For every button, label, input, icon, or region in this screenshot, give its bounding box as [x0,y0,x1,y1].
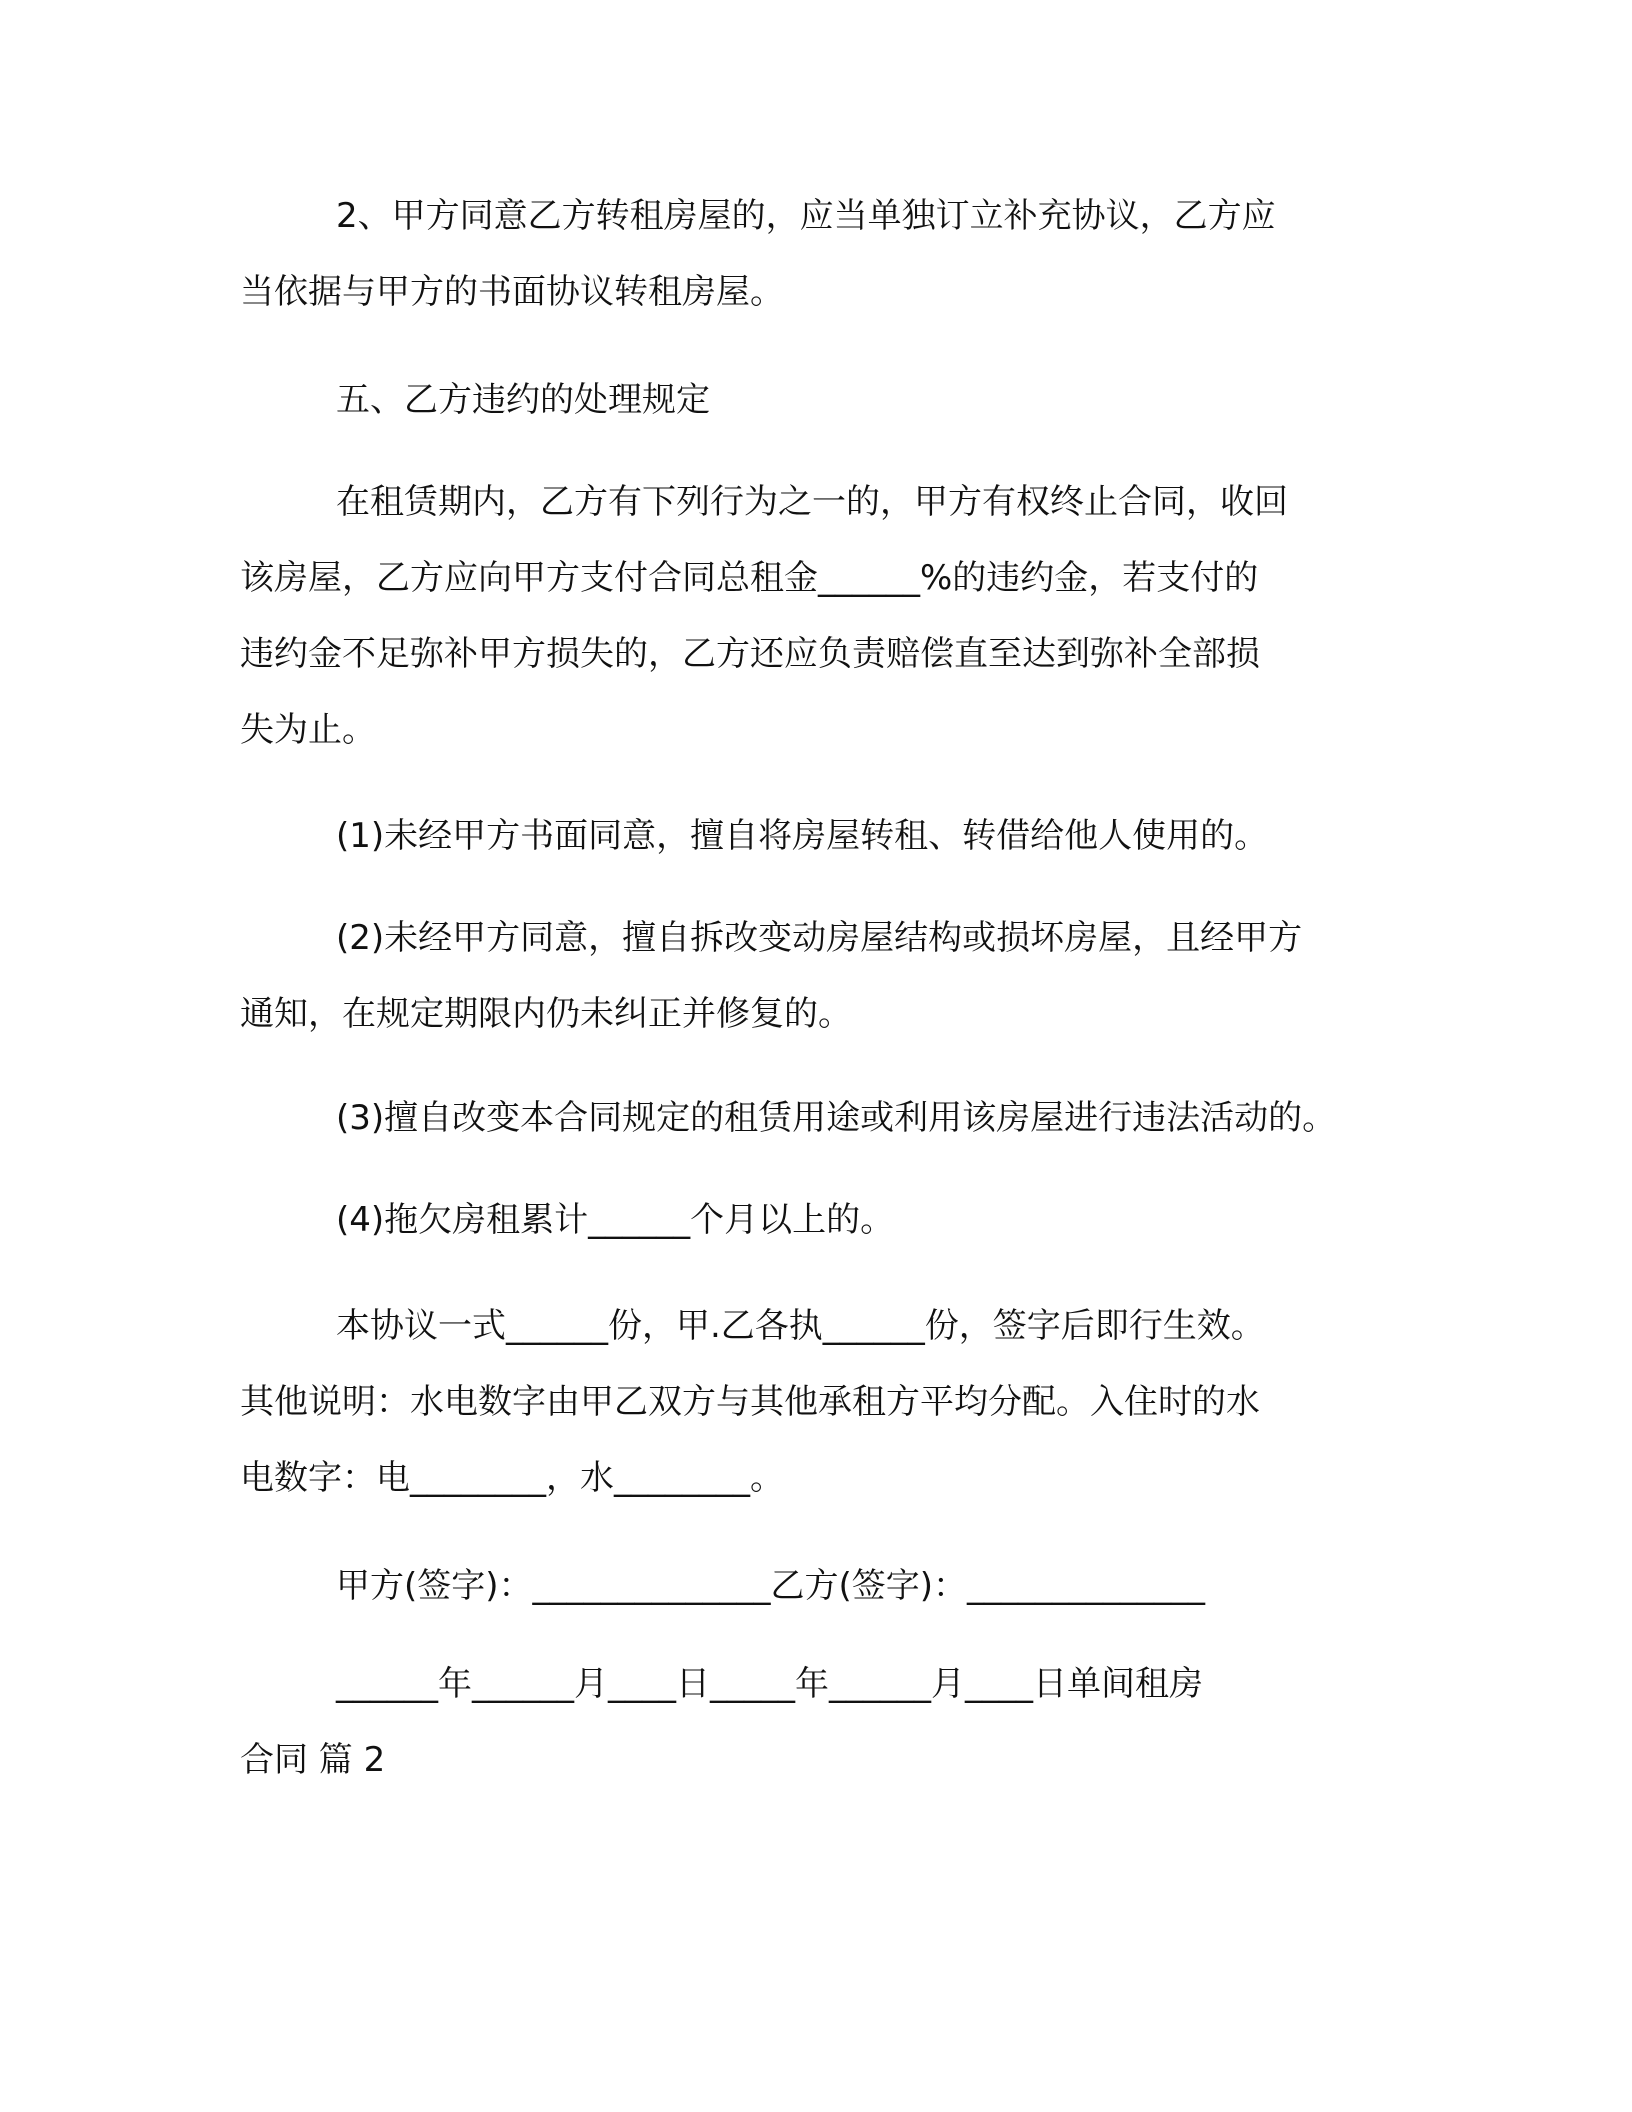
paragraph-copies [240,1288,1410,1516]
paragraph-item-4 [240,1182,1410,1258]
text-line: 违约金不足弥补甲方损失的，乙方还应负责赔偿直至达到弥补全部损 [240,634,1260,674]
text-line: ______年______月____日_____年______月____日单间租房 [336,1664,1203,1704]
paragraph-item-3 [240,1080,1410,1156]
text-line: (2)未经甲方同意，擅自拆改变动房屋结构或损坏房屋，且经甲方 [336,918,1303,958]
text-line: 失为止。 [240,710,376,750]
text-line: 2、甲方同意乙方转租房屋的，应当单独订立补充协议，乙方应 [336,196,1276,236]
paragraph-clause-2 [240,178,1410,330]
text-line: (3)擅自改变本合同规定的租赁用途或利用该房屋进行违法活动的。 [336,1098,1337,1138]
paragraph-signatures [240,1548,1410,1624]
text-line: 当依据与甲方的书面协议转租房屋。 [240,272,784,312]
text-line: 在租赁期内，乙方有下列行为之一的，甲方有权终止合同，收回 [336,482,1288,522]
paragraph-breach-intro [240,464,1410,768]
text-line: 其他说明：水电数字由甲乙双方与其他承租方平均分配。入住时的水 [240,1382,1260,1422]
section-heading-breach [240,362,1410,438]
paragraph-item-2 [240,900,1410,1052]
paragraph-item-1 [240,798,1410,874]
paragraph-dates [240,1646,1410,1798]
text-line: 通知，在规定期限内仍未纠正并修复的。 [240,994,852,1034]
text-line: 电数字：电________，水________。 [240,1458,784,1498]
text-line: 该房屋，乙方应向甲方支付合同总租金______%的违约金，若支付的 [240,558,1259,598]
text-line: 甲方(签字)：______________乙方(签字)：______________ [336,1566,1206,1606]
text-line: 合同 篇 2 [240,1740,386,1780]
text-line: 五、乙方违约的处理规定 [336,380,710,420]
text-line: (4)拖欠房租累计______个月以上的。 [336,1200,895,1240]
text-line: (1)未经甲方书面同意，擅自将房屋转租、转借给他人使用的。 [336,816,1269,856]
text-line: 本协议一式______份，甲.乙各执______份，签字后即行生效。 [336,1306,1265,1346]
